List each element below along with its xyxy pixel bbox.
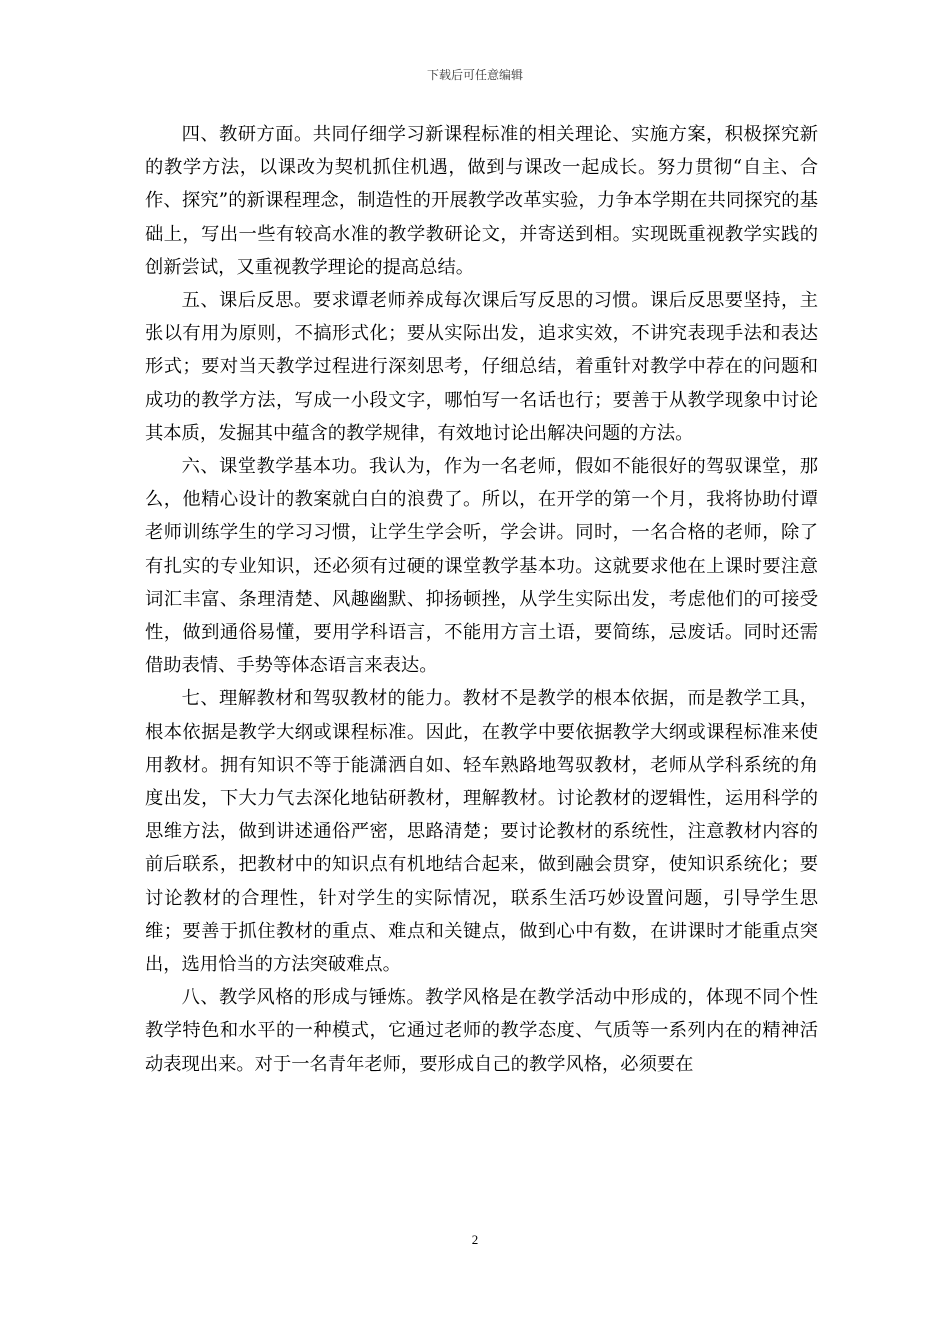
paragraph-teaching-research: 四、教研方面。共同仔细学习新课程标准的相关理论、实施方案，积极探究新的教学方法，以课改为契机抓住机遇，做到与课改一起成长。努力贯彻“自主、合作、探究”的新课程理念，制造性的开展教学改革实验，力争本学期在共同探究的基础上，写出一些有较高水准的教学教研论文，并寄送到相。实现既重视教学实践的创新尝试，又重视教学理论的提高总结。 bbox=[145, 124, 818, 278]
paragraph-after-class-reflection: 五、课后反思。要求谭老师养成每次课后写反思的习惯。课后反思要坚持，主张以有用为原则，不搞形式化；要从实际出发，追求实效，不讲究表现手法和表达形式；要对当天教学过程进行深刻思考，仔细总结，着重针对教学中荐在的问题和成功的教学方法，写成一小段文字，哪怕写一名话也行；要善于从教学现象中讨论其本质，发掘其中蕴含的教学规律，有效地讨论出解决问题的方法。 bbox=[145, 290, 818, 444]
document-body bbox=[145, 118, 818, 1081]
page-number: 2 bbox=[471, 1232, 479, 1247]
paragraph-teaching-style: 八、教学风格的形成与锤炼。教学风格是在教学活动中形成的，体现不同个性教学特色和水平的一种模式，它通过老师的教学态度、气质等一系列内在的精神活动表现出来。对于一名青年老师，要形成自己的教学风格，必须要在 bbox=[145, 987, 818, 1075]
header-note: 下载后可任意编辑 bbox=[426, 68, 523, 82]
paragraph-textbook-mastery: 七、理解教材和驾驭教材的能力。教材不是教学的根本依据，而是教学工具，根本依据是教学大纲或课程标准。因此，在教学中要依据教学大纲或课程标准来使用教材。拥有知识不等于能潇洒自如、轻车熟路地驾驭教材，老师从学科系统的角度出发，下大力气去深化地钻研教材，理解教材。讨论教材的逻辑性，运用科学的思维方法，做到讲述通俗严密，思路清楚；要讨论教材的系统性，注意教材内容的前后联系，把教材中的知识点有机地结合起来，做到融会贯穿，使知识系统化；要讨论教材的合理性，针对学生的实际情况，联系生活巧妙设置问题，引导学生思维；要善于抓住教材的重点、难点和关键点，做到心中有数，在讲课时才能重点突出，选用恰当的方法突破难点。 bbox=[145, 688, 818, 976]
paragraph-classroom-skills: 六、课堂教学基本功。我认为，作为一名老师，假如不能很好的驾驭课堂，那么，他精心设计的教案就白白的浪费了。所以，在开学的第一个月，我将协助付谭老师训练学生的学习习惯，让学生学会听，学会讲。同时，一名合格的老师，除了有扎实的专业知识，还必须有过硬的课堂教学基本功。这就要求他在上课时要注意词汇丰富、条理清楚、风趣幽默、抑扬顿挫，从学生实际出发，考虑他们的可接受性，做到通俗易懂，要用学科语言，不能用方言土语，要简练，忌废话。同时还需借助表情、手势等体态语言来表达。 bbox=[145, 456, 818, 677]
